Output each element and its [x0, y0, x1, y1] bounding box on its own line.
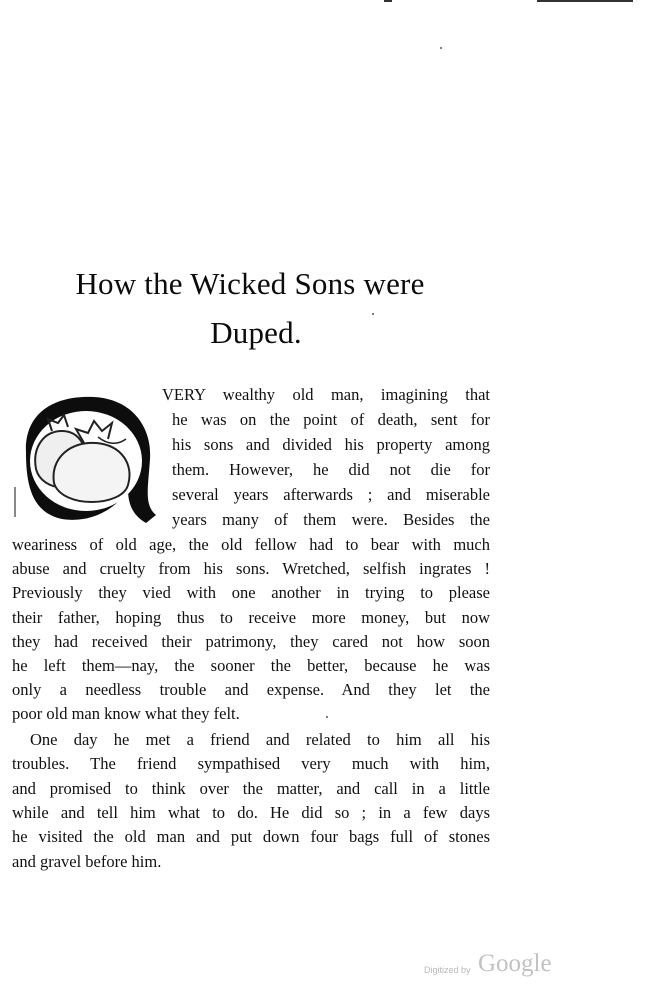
scan-mark-top-2	[537, 0, 633, 2]
body-line: and promised to think over the matter, and call in a little	[12, 779, 490, 798]
body-line: they had received their patrimony, they cared not how soon	[12, 632, 490, 651]
body-line: years many of them were. Besides the	[172, 510, 490, 529]
body-line: Previously they vied with one another in trying to please	[12, 583, 490, 602]
body-line: he left them—nay, the sooner the better, because he was	[12, 656, 490, 675]
digitized-by-label: Digitized by	[424, 965, 471, 975]
body-line: them. However, he did not die for	[172, 460, 490, 479]
drop-cap-illustration	[14, 393, 160, 525]
page-title-line-1: How the Wicked Sons were	[75, 266, 425, 301]
body-line: their father, hoping thus to receive more money, but now	[12, 608, 490, 627]
body-line: VERY wealthy old man, imagining that	[162, 385, 490, 404]
body-line: while and tell him what to do. He did so ; in a few days	[12, 803, 490, 822]
body-line: and gravel before him.	[12, 852, 162, 871]
body-line: weariness of old age, the old fellow had to bear with much	[12, 535, 490, 554]
scan-speck	[440, 47, 442, 49]
body-line: poor old man know what they felt.	[12, 704, 240, 723]
body-line: One day he met a friend and related to him all his	[30, 730, 490, 749]
body-line: he visited the old man and put down four bags full of stones	[12, 827, 490, 846]
body-line: he was on the point of death, sent for	[172, 410, 490, 429]
body-line: only a needless trouble and expense. And they let the	[12, 680, 490, 699]
google-logo: Google	[478, 950, 552, 977]
page-title-line-2: Duped.	[210, 315, 302, 350]
body-line: abuse and cruelty from his sons. Wretched, selfish ingrates !	[12, 559, 490, 578]
money-bag-front-icon	[54, 443, 130, 502]
scan-mark-top-1	[384, 0, 392, 2]
body-line: several years afterwards ; and miserable	[172, 485, 490, 504]
body-line: his sons and divided his property among	[172, 435, 490, 454]
drop-cap-edge	[14, 487, 16, 517]
body-line: troubles. The friend sympathised very much with him,	[12, 754, 490, 773]
